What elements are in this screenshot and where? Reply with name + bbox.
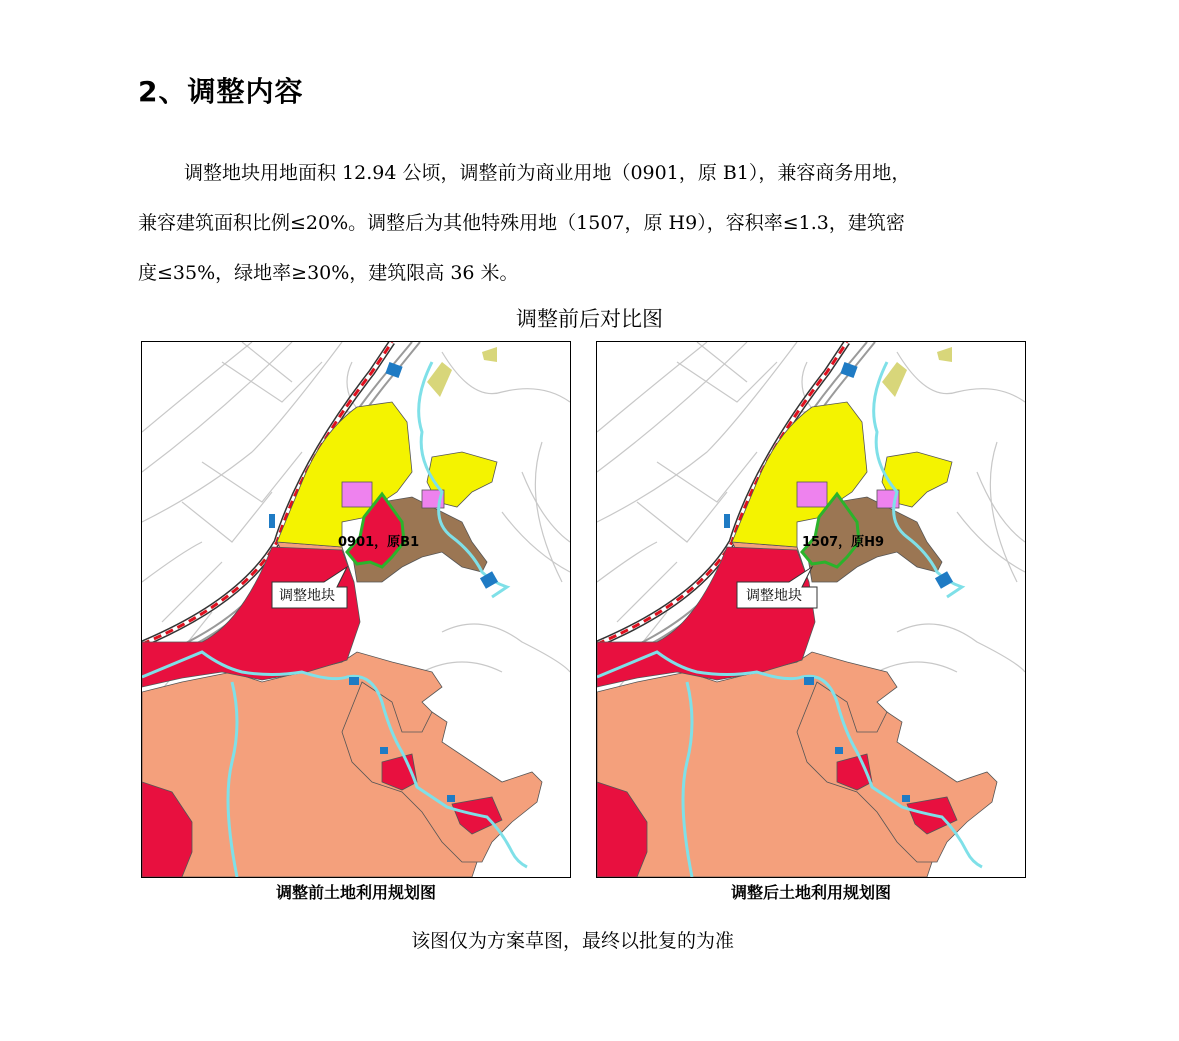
map-after bbox=[596, 341, 1026, 878]
blue-facility-3 bbox=[349, 677, 359, 685]
pink-block-1 bbox=[797, 482, 827, 507]
figure-title: 调整前后对比图 bbox=[516, 307, 663, 331]
blue-facility-1 bbox=[840, 362, 857, 378]
olive-land-2 bbox=[482, 347, 497, 362]
paragraph-line-2: 兼容建筑面积比例≤20%。调整后为其他特殊用地（1507，原 H9），容积率≤1.3，建筑密 bbox=[138, 212, 905, 234]
map-before bbox=[141, 341, 571, 878]
map-before-canvas bbox=[142, 342, 570, 877]
map-after-caption: 调整后土地利用规划图 bbox=[730, 883, 891, 902]
blue-facility-1 bbox=[385, 362, 402, 378]
section-heading: 2、调整内容 bbox=[138, 75, 304, 108]
olive-land-2 bbox=[937, 347, 952, 362]
callout-text: 调整地块 bbox=[746, 588, 802, 604]
paragraph-line-3: 度≤35%，绿地率≥30%，建筑限高 36 米。 bbox=[138, 262, 519, 284]
callout-text: 调整地块 bbox=[279, 588, 335, 604]
blue-facility-6 bbox=[724, 514, 730, 528]
blue-facility-4 bbox=[380, 747, 388, 754]
adjustment-paragraph bbox=[138, 148, 1018, 298]
parcel-code-label: 0901，原B1 bbox=[338, 535, 420, 550]
pink-block-1 bbox=[342, 482, 372, 507]
blue-facility-4 bbox=[835, 747, 843, 754]
special-land-west bbox=[597, 547, 815, 687]
map-after-canvas bbox=[597, 342, 1025, 877]
map-before-caption: 调整前土地利用规划图 bbox=[275, 883, 436, 902]
blue-facility-5 bbox=[902, 795, 910, 802]
figure-note: 该图仅为方案草图，最终以批复的为准 bbox=[410, 930, 734, 952]
blue-facility-6 bbox=[269, 514, 275, 528]
parcel-code-label: 1507，原H9 bbox=[802, 535, 885, 550]
paragraph-line-1: 调整地块用地面积 12.94 公顷，调整前为商业用地（0901，原 B1），兼容商务用地， bbox=[184, 162, 911, 184]
blue-facility-3 bbox=[804, 677, 814, 685]
special-land-west bbox=[142, 547, 360, 687]
blue-facility-5 bbox=[447, 795, 455, 802]
